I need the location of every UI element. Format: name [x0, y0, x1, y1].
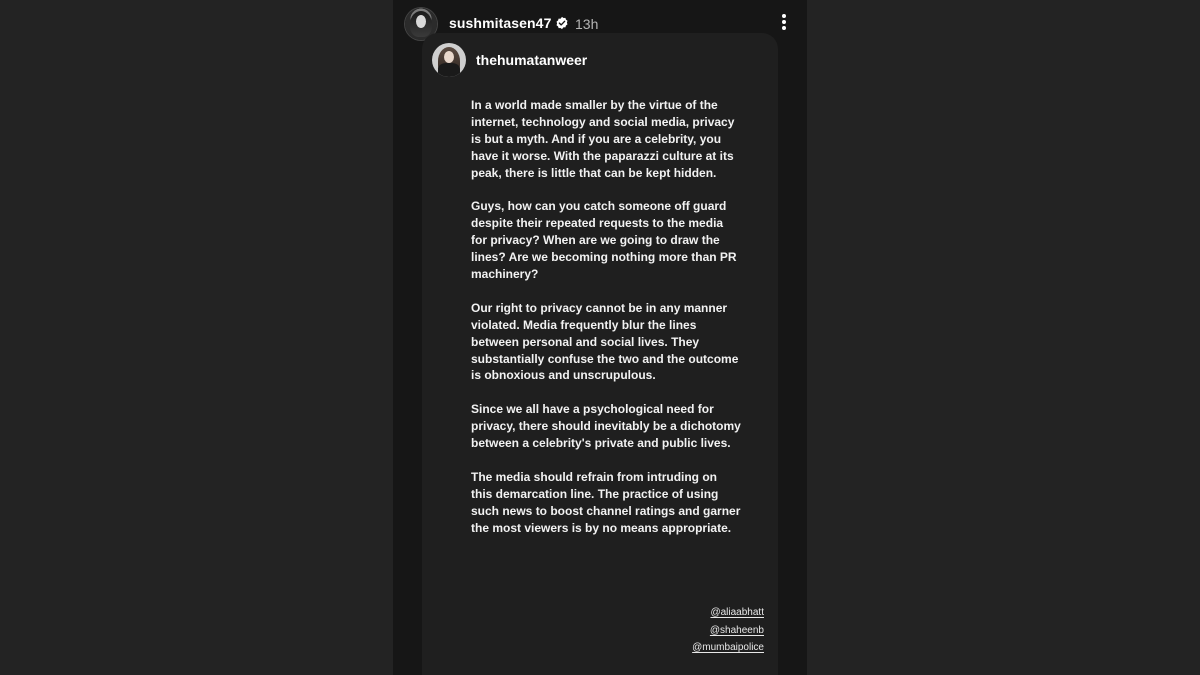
shared-post-avatar[interactable] [432, 43, 466, 77]
post-paragraph: Our right to privacy cannot be in any manner violated. Media frequently blur the lines between personal and social lives. They substantially confuse the two and the outcome is obnoxious and unscrupulous. [471, 300, 739, 383]
mention-link-shaheenb[interactable]: @shaheenb [709, 624, 764, 636]
mention-link-aliaabhatt[interactable]: @aliaabhatt [710, 607, 764, 618]
mention-link-mumbaipolice[interactable]: @mumbaipolice [692, 642, 764, 653]
verified-badge-icon [555, 16, 569, 30]
shared-post-username[interactable]: thehumatanweer [476, 52, 588, 68]
post-body [471, 97, 741, 553]
shared-post-card[interactable] [422, 33, 778, 675]
post-paragraph: Guys, how can you catch someone off guard despite their repeated requests to the media for privacy? When are we going to draw the lines? Are we becoming nothing more than PR machinery? [471, 199, 737, 282]
mention-list [692, 604, 764, 657]
post-paragraph: The media should refrain from intruding on this demarcation line. The practice of using such news to boost channel ratings and garner the most viewers is by no means appropriate. [471, 469, 741, 535]
post-paragraph: In a world made smaller by the virtue of the internet, technology and social media, privacy is but a myth. And if you are a celebrity, you have it worse. With the paparazzi culture at its peak, there is little that can be kept hidden. [471, 98, 735, 180]
author-username[interactable]: sushmitasen47 [449, 15, 552, 31]
post-paragraph: Since we all have a psychological need for privacy, there should inevitably be a dichotomy between a celebrity's private and public lives. [471, 402, 741, 451]
post-time: 13h [575, 16, 599, 32]
more-vertical-icon[interactable] [777, 12, 791, 34]
story-viewer[interactable] [393, 0, 807, 675]
